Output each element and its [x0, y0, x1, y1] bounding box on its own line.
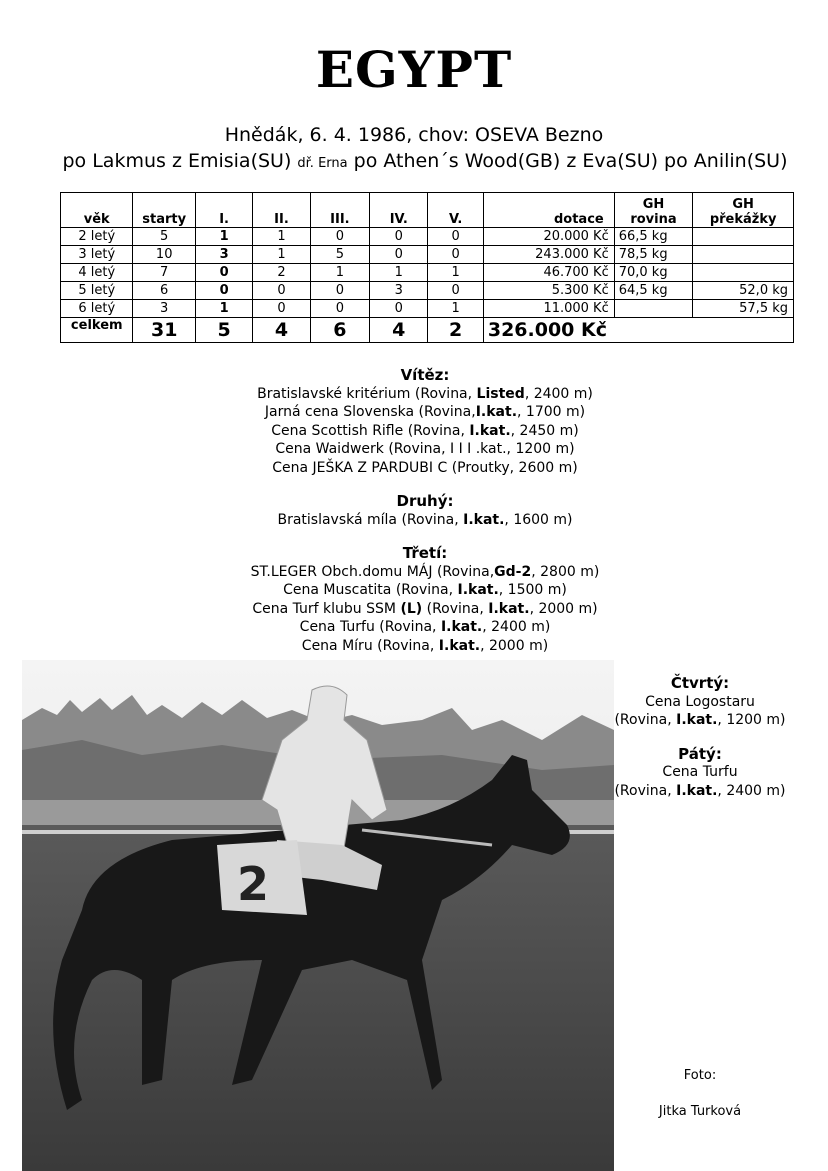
race-line: Cena Waidwerk (Rovina, I I I .kat., 1200 m) — [275, 441, 575, 457]
race-results — [0, 366, 828, 655]
race-line: Cena Turf klubu SSM (L) (Rovina, I.kat., 2000 m) — [252, 600, 598, 617]
table-cell: 1 — [428, 300, 483, 318]
table-cell: 3 — [133, 300, 195, 318]
fourth-race-name: Cena Logostaru — [645, 693, 755, 710]
total-cell: 6 — [310, 318, 369, 343]
table-cell: 70,0 kg — [614, 264, 693, 282]
table-cell: 6 — [133, 282, 195, 300]
saddle-number: 2 — [237, 857, 270, 911]
table-cell: 78,5 kg — [614, 246, 693, 264]
header-fourth: IV. — [370, 193, 428, 228]
pedigree-breeder-note: dř. Erna — [297, 156, 348, 171]
table-cell: 0 — [253, 300, 310, 318]
table-cell: 0 — [370, 300, 428, 318]
table-cell: 0 — [310, 300, 369, 318]
table-cell: 0 — [310, 282, 369, 300]
table-cell: 0 — [428, 282, 483, 300]
header-third: III. — [310, 193, 369, 228]
table-cell: 3 — [370, 282, 428, 300]
lower-placings — [610, 674, 790, 800]
race-line: ST.LEGER Obch.domu MÁJ (Rovina,Gd-2, 2800 m) — [250, 563, 600, 580]
header-first: I. — [195, 193, 252, 228]
race-line: Cena Turfu (Rovina, I.kat., 2400 m) — [299, 619, 551, 635]
table-cell: 52,0 kg — [693, 282, 794, 300]
header-starts: starty — [133, 193, 195, 228]
table-cell: 0 — [370, 228, 428, 246]
total-cell: 4 — [253, 318, 310, 343]
second-heading: Druhý: — [396, 492, 454, 510]
table-cell: 1 — [428, 264, 483, 282]
fifth-heading: Pátý: — [678, 744, 722, 763]
table-header-row — [61, 193, 794, 228]
table-cell: 1 — [310, 264, 369, 282]
header-second: II. — [253, 193, 310, 228]
table-cell: 66,5 kg — [614, 228, 693, 246]
total-cell: celkem — [61, 318, 133, 343]
table-row — [61, 228, 794, 246]
table-cell: 0 — [428, 246, 483, 264]
second-list — [0, 511, 828, 530]
total-cell: 326.000 Kč — [483, 318, 793, 343]
table-cell: 0 — [310, 228, 369, 246]
race-line: Cena JEŠKA Z PARDUBI C (Proutky, 2600 m) — [272, 459, 578, 476]
table-cell: 20.000 Kč — [483, 228, 614, 246]
table-cell: 5 — [133, 228, 195, 246]
table-cell: 0 — [195, 264, 252, 282]
table-cell: 0 — [253, 282, 310, 300]
table-cell — [614, 300, 693, 318]
third-list — [0, 563, 828, 656]
table-cell: 1 — [195, 300, 252, 318]
table-cell: 0 — [428, 228, 483, 246]
table-row — [61, 300, 794, 318]
table-cell: 1 — [370, 264, 428, 282]
table-cell: 6 letý — [61, 300, 133, 318]
header-gh-flat: GH rovina — [614, 193, 693, 228]
pedigree — [0, 150, 828, 172]
photo-credit-name: Jitka Turková — [658, 1104, 742, 1119]
winner-list — [0, 385, 828, 478]
table-cell — [693, 246, 794, 264]
table-cell: 5.300 Kč — [483, 282, 614, 300]
table-cell: 10 — [133, 246, 195, 264]
table-cell: 2 letý — [61, 228, 133, 246]
race-line: Cena Scottish Rifle (Rovina, I.kat., 2450 m) — [271, 422, 579, 439]
header-age: věk — [61, 193, 133, 228]
table-row — [61, 282, 794, 300]
fourth-heading: Čtvrtý: — [670, 674, 730, 692]
fourth-race-detail: (Rovina, I.kat., 1200 m) — [614, 712, 786, 728]
pedigree-sire: po Lakmus z Emisia(SU) — [62, 150, 298, 172]
race-line: Bratislavské kritérium (Rovina, Listed, 2400 m) — [257, 385, 593, 402]
total-cell: 5 — [195, 318, 252, 343]
race-line: Cena Míru (Rovina, I.kat., 2000 m) — [301, 637, 549, 654]
total-cell: 4 — [370, 318, 428, 343]
table-cell: 0 — [195, 282, 252, 300]
pedigree-dam: po Athen´s Wood(GB) z Eva(SU) po Anilin(SU) — [347, 150, 788, 172]
table-cell: 64,5 kg — [614, 282, 693, 300]
table-cell: 7 — [133, 264, 195, 282]
table-cell: 5 letý — [61, 282, 133, 300]
header-gh-jumps: GH překážky — [693, 193, 794, 228]
horse-photo — [22, 660, 614, 1171]
horse-info: Hnědák, 6. 4. 1986, chov: OSEVA Bezno — [224, 124, 604, 146]
table-cell: 11.000 Kč — [483, 300, 614, 318]
total-cell: 2 — [428, 318, 483, 343]
table-cell: 3 letý — [61, 246, 133, 264]
header-fifth: V. — [428, 193, 483, 228]
table-cell: 46.700 Kč — [483, 264, 614, 282]
table-cell: 5 — [310, 246, 369, 264]
table-row — [61, 264, 794, 282]
photo-credit-label: Foto: — [683, 1068, 717, 1083]
fifth-race-detail: (Rovina, I.kat., 2400 m) — [614, 782, 786, 799]
header-prize-money: dotace — [483, 193, 614, 228]
third-heading: Třetí: — [402, 544, 448, 562]
table-cell — [693, 228, 794, 246]
table-cell: 57,5 kg — [693, 300, 794, 318]
race-line: Jarná cena Slovenska (Rovina,I.kat., 1700 m) — [264, 404, 586, 420]
table-cell: 1 — [195, 228, 252, 246]
table-cell: 0 — [370, 246, 428, 264]
page-title: EGYPT — [315, 40, 513, 99]
table-cell: 1 — [253, 246, 310, 264]
table-total-row — [61, 318, 794, 343]
table-cell: 243.000 Kč — [483, 246, 614, 264]
table-cell: 4 letý — [61, 264, 133, 282]
table-row — [61, 246, 794, 264]
race-line: Bratislavská míla (Rovina, I.kat., 1600 m) — [277, 511, 573, 528]
table-cell: 2 — [253, 264, 310, 282]
fifth-race-name: Cena Turfu — [662, 764, 738, 780]
table-cell: 3 — [195, 246, 252, 264]
race-line: Cena Muscatita (Rovina, I.kat., 1500 m) — [283, 582, 567, 598]
stats-table — [60, 192, 794, 343]
table-cell — [693, 264, 794, 282]
table-cell: 1 — [253, 228, 310, 246]
winner-heading: Vítěz: — [400, 366, 450, 384]
total-cell: 31 — [133, 318, 195, 343]
